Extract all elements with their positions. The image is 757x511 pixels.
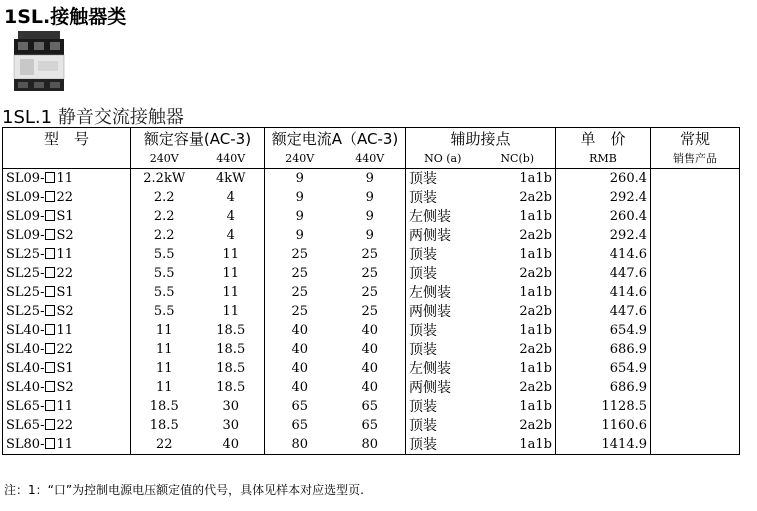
voltage-code-box (45, 324, 55, 335)
capacity-440v-cell: 11 (222, 265, 240, 281)
price-cell: 686.9 (556, 378, 651, 397)
current-440v-cell: 9 (365, 189, 374, 205)
subheader-aux-nc: NC(b) (480, 150, 556, 169)
table-row (3, 226, 740, 245)
capacity-240v-cell: 11 (131, 359, 198, 378)
capacity-440v-cell: 18.5 (216, 379, 246, 395)
mount-type-cell: 顶装 (406, 245, 480, 264)
capacity-440v-cell: 18.5 (216, 341, 246, 357)
mount-type-cell: 左侧装 (406, 283, 480, 302)
subheader-cap-440: 440V (198, 150, 265, 169)
capacity-240v-cell: 22 (131, 435, 198, 455)
table-row (3, 283, 740, 302)
current-240v-cell: 25 (265, 264, 335, 283)
model-prefix: SL25- (6, 284, 45, 300)
regular-product-cell (651, 283, 740, 302)
capacity-440v-cell: 40 (198, 435, 265, 455)
contacts-cell: 2a2b (519, 227, 552, 243)
model-cell (3, 207, 131, 226)
mount-type-cell: 顶装 (406, 188, 480, 207)
capacity-440v-cell: 4kW (215, 170, 246, 186)
price-cell: 654.9 (556, 359, 651, 378)
voltage-code-box (45, 191, 55, 202)
price-cell: 1160.6 (556, 416, 651, 435)
model-prefix: SL25- (6, 246, 45, 262)
subheader-cur-440: 440V (335, 150, 406, 169)
capacity-440v-cell: 4 (226, 227, 235, 243)
contactor-spec-table (2, 127, 740, 455)
voltage-code-box (45, 172, 55, 183)
capacity-440v-cell: 18.5 (216, 360, 246, 376)
regular-product-cell (651, 340, 740, 359)
table-row (3, 188, 740, 207)
regular-product-cell (651, 321, 740, 340)
header-model: 型 号 (3, 128, 131, 151)
model-suffix: S1 (56, 284, 74, 300)
model-suffix: S1 (56, 208, 74, 224)
model-cell (3, 264, 131, 283)
model-cell (3, 245, 131, 264)
price-cell: 686.9 (556, 340, 651, 359)
regular-product-cell (651, 207, 740, 226)
mount-type-cell: 顶装 (406, 169, 480, 189)
capacity-240v-cell: 11 (131, 340, 198, 359)
contacts-cell: 2a2b (519, 303, 552, 319)
model-prefix: SL40- (6, 360, 45, 376)
capacity-440v-cell: 4 (226, 208, 235, 224)
model-suffix: 11 (56, 246, 74, 262)
price-cell: 292.4 (556, 226, 651, 245)
model-prefix: SL40- (6, 379, 45, 395)
table-row (3, 245, 740, 264)
voltage-code-box (45, 286, 55, 297)
current-440v-cell: 65 (361, 398, 379, 414)
table-row (3, 207, 740, 226)
model-suffix: 11 (56, 170, 74, 186)
model-suffix: 22 (56, 189, 74, 205)
table-row (3, 264, 740, 283)
table-row (3, 397, 740, 416)
table-row (3, 340, 740, 359)
voltage-code-box (45, 210, 55, 221)
voltage-code-box (45, 248, 55, 259)
model-prefix: SL25- (6, 303, 45, 319)
model-suffix: 11 (56, 398, 74, 414)
current-240v-cell: 40 (265, 321, 335, 340)
model-prefix: SL09- (6, 208, 45, 224)
price-cell: 447.6 (556, 302, 651, 321)
voltage-code-box (45, 438, 55, 449)
voltage-code-box (45, 267, 55, 278)
voltage-code-box (45, 305, 55, 316)
header-price: 单 价 (556, 128, 651, 151)
current-440v-cell: 40 (361, 379, 379, 395)
voltage-code-box (45, 419, 55, 430)
capacity-240v-cell: 2.2kW (131, 169, 198, 189)
price-cell: 1128.5 (556, 397, 651, 416)
header-regular: 常规 (651, 128, 740, 151)
model-suffix: S2 (56, 303, 74, 319)
header-aux-contacts: 辅助接点 (406, 128, 556, 151)
table-row (3, 359, 740, 378)
mount-type-cell: 左侧装 (406, 207, 480, 226)
current-440v-cell: 25 (361, 265, 379, 281)
price-cell: 414.6 (556, 245, 651, 264)
current-240v-cell: 65 (265, 397, 335, 416)
mount-type-cell: 两侧装 (406, 378, 480, 397)
regular-product-cell (651, 416, 740, 435)
model-prefix: SL09- (6, 227, 45, 243)
price-cell: 1414.9 (556, 435, 651, 455)
model-suffix: 22 (56, 341, 74, 357)
capacity-240v-cell: 18.5 (131, 416, 198, 435)
contacts-cell: 1a1b (480, 435, 556, 455)
subheader-cur-240: 240V (265, 150, 335, 169)
footnote: 注：1：“口”为控制电源电压额定值的代号，具体见样本对应选型页. (4, 483, 364, 497)
table-row (3, 302, 740, 321)
current-240v-cell: 25 (265, 302, 335, 321)
voltage-code-box (45, 229, 55, 240)
model-suffix: S2 (56, 227, 74, 243)
voltage-code-box (45, 362, 55, 373)
voltage-code-box (45, 343, 55, 354)
current-440v-cell: 40 (361, 341, 379, 357)
model-suffix: 22 (56, 417, 74, 433)
model-prefix: SL65- (6, 417, 45, 433)
price-cell: 260.4 (556, 169, 651, 189)
contactor-spec-table-wrap (2, 127, 740, 455)
capacity-240v-cell: 11 (131, 378, 198, 397)
current-440v-cell: 25 (361, 284, 379, 300)
header-regular-line2: 销售产品 (651, 150, 740, 169)
current-240v-cell: 25 (265, 245, 335, 264)
model-suffix: S1 (56, 360, 74, 376)
capacity-240v-cell: 2.2 (131, 226, 198, 245)
contacts-cell: 2a2b (519, 417, 552, 433)
page-title: 1SL.接触器类 (4, 6, 127, 28)
price-cell: 260.4 (556, 207, 651, 226)
regular-product-cell (651, 397, 740, 416)
current-440v-cell: 9 (365, 227, 374, 243)
current-440v-cell: 25 (361, 303, 379, 319)
contacts-cell: 1a1b (519, 246, 552, 262)
regular-product-cell (651, 169, 740, 189)
price-cell: 447.6 (556, 264, 651, 283)
subheader-model-empty (3, 150, 131, 169)
model-cell (3, 226, 131, 245)
current-240v-cell: 40 (265, 340, 335, 359)
model-suffix: 11 (56, 436, 74, 452)
current-240v-cell: 9 (265, 188, 335, 207)
header-current: 额定电流A（AC-3) (265, 128, 406, 151)
section-title-text: 静音交流接触器 (57, 107, 184, 128)
model-prefix: SL09- (6, 189, 45, 205)
model-cell (3, 416, 131, 435)
contacts-cell: 1a1b (519, 284, 552, 300)
contactor-product-image (10, 29, 68, 93)
model-cell (3, 188, 131, 207)
capacity-440v-cell: 11 (222, 303, 240, 319)
subheader-aux-no: NO (a) (406, 150, 480, 169)
model-prefix: SL09- (6, 170, 45, 186)
current-440v-cell: 65 (361, 417, 379, 433)
contacts-cell: 1a1b (519, 170, 552, 186)
mount-type-cell: 顶装 (406, 340, 480, 359)
contacts-cell: 2a2b (519, 189, 552, 205)
header-row (3, 128, 740, 151)
header-capacity: 额定容量(AC-3) (131, 128, 265, 151)
capacity-440v-cell: 11 (222, 284, 240, 300)
mount-type-cell: 顶装 (406, 321, 480, 340)
current-240v-cell: 40 (265, 359, 335, 378)
current-240v-cell: 65 (265, 416, 335, 435)
capacity-440v-cell: 30 (222, 398, 240, 414)
voltage-code-box (45, 381, 55, 392)
model-cell (3, 302, 131, 321)
current-240v-cell: 9 (265, 226, 335, 245)
regular-product-cell (651, 245, 740, 264)
model-prefix: SL25- (6, 265, 45, 281)
mount-type-cell: 顶装 (406, 264, 480, 283)
table-row (3, 378, 740, 397)
current-440v-cell: 40 (361, 322, 379, 338)
regular-product-cell (651, 359, 740, 378)
model-prefix: SL40- (6, 341, 45, 357)
capacity-440v-cell: 11 (222, 246, 240, 262)
capacity-240v-cell: 5.5 (131, 264, 198, 283)
regular-product-cell (651, 435, 740, 455)
model-cell (3, 378, 131, 397)
table-row (3, 321, 740, 340)
regular-product-cell (651, 226, 740, 245)
contacts-cell: 2a2b (519, 379, 552, 395)
capacity-240v-cell: 2.2 (131, 207, 198, 226)
contacts-cell: 1a1b (519, 322, 552, 338)
capacity-240v-cell: 2.2 (131, 188, 198, 207)
current-240v-cell: 9 (265, 207, 335, 226)
current-440v-cell: 9 (365, 208, 374, 224)
model-cell (3, 321, 131, 340)
capacity-240v-cell: 5.5 (131, 283, 198, 302)
regular-product-cell (651, 188, 740, 207)
model-cell (3, 359, 131, 378)
price-cell: 292.4 (556, 188, 651, 207)
contacts-cell: 1a1b (519, 208, 552, 224)
capacity-240v-cell: 5.5 (131, 302, 198, 321)
capacity-440v-cell: 4 (226, 189, 235, 205)
model-suffix: 11 (56, 322, 74, 338)
model-cell (3, 397, 131, 416)
contacts-cell: 2a2b (519, 265, 552, 281)
price-cell: 414.6 (556, 283, 651, 302)
section-number: 1SL.1 (2, 107, 53, 128)
mount-type-cell: 两侧装 (406, 302, 480, 321)
regular-product-cell (651, 378, 740, 397)
current-440v-cell: 25 (361, 246, 379, 262)
contacts-cell: 1a1b (519, 398, 552, 414)
model-prefix: SL40- (6, 322, 45, 338)
current-240v-cell: 40 (265, 378, 335, 397)
capacity-240v-cell: 11 (131, 321, 198, 340)
mount-type-cell: 两侧装 (406, 226, 480, 245)
capacity-440v-cell: 18.5 (216, 322, 246, 338)
model-suffix: S2 (56, 379, 74, 395)
subheader-cap-240: 240V (131, 150, 198, 169)
voltage-code-box (45, 400, 55, 411)
subheader-row (3, 150, 740, 169)
model-cell (3, 283, 131, 302)
capacity-440v-cell: 30 (222, 417, 240, 433)
capacity-240v-cell: 18.5 (131, 397, 198, 416)
mount-type-cell: 顶装 (406, 435, 480, 455)
table-row (3, 416, 740, 435)
mount-type-cell: 左侧装 (406, 359, 480, 378)
section-title (2, 103, 184, 129)
contacts-cell: 1a1b (519, 360, 552, 376)
contacts-cell: 2a2b (519, 341, 552, 357)
current-240v-cell: 25 (265, 283, 335, 302)
mount-type-cell: 顶装 (406, 397, 480, 416)
current-440v-cell: 9 (365, 170, 374, 186)
current-440v-cell: 80 (335, 435, 406, 455)
capacity-240v-cell: 5.5 (131, 245, 198, 264)
model-cell (3, 435, 131, 455)
regular-product-cell (651, 302, 740, 321)
subheader-price-unit: RMB (556, 150, 651, 169)
table-row (3, 169, 740, 189)
current-240v-cell: 80 (265, 435, 335, 455)
table-row (3, 435, 740, 455)
model-prefix: SL65- (6, 398, 45, 414)
mount-type-cell: 顶装 (406, 416, 480, 435)
price-cell: 654.9 (556, 321, 651, 340)
model-prefix: SL80- (6, 436, 45, 452)
current-240v-cell: 9 (265, 169, 335, 189)
regular-product-cell (651, 264, 740, 283)
model-suffix: 22 (56, 265, 74, 281)
model-cell (3, 340, 131, 359)
model-cell (3, 169, 131, 189)
current-440v-cell: 40 (361, 360, 379, 376)
